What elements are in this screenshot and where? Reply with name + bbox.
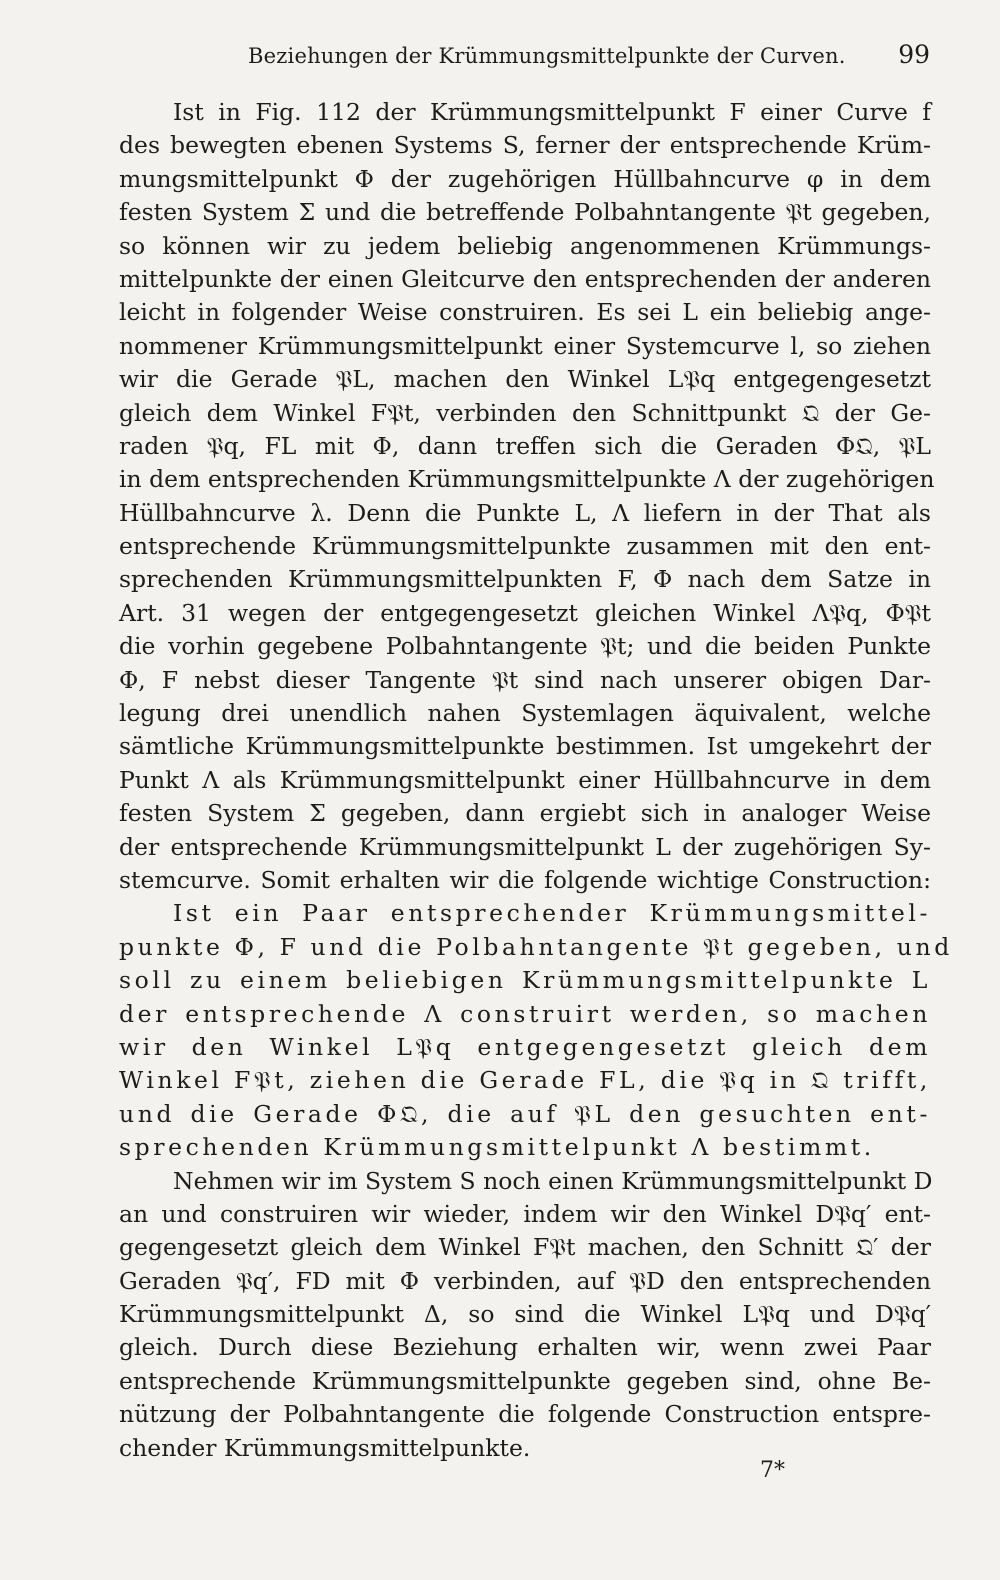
theorem-line: Ist ein Paar entsprechender Krümmungsmittel-	[173, 899, 931, 928]
text-line: chender Krümmungsmittelpunkte.	[119, 1433, 531, 1462]
text-line: gegengesetzt gleich dem Winkel F𝔓t machen, den Schnitt 𝔔′ der	[119, 1233, 931, 1262]
text-line: der entsprechende Krümmungsmittelpunkt L der zugehörigen Sy-	[119, 832, 931, 861]
theorem-line: wir den Winkel L𝔓q entgegengesetzt gleich dem	[119, 1032, 931, 1061]
text-line: des bewegten ebenen Systems S, ferner der entsprechende Krüm-	[119, 131, 931, 160]
theorem-line: punkte Φ, F und die Polbahntangente 𝔓t gegeben, und	[119, 932, 953, 961]
theorem-line: der entsprechende Λ construirt werden, so machen	[119, 999, 931, 1028]
text-line: Nehmen wir im System S noch einen Krümmungsmittelpunkt D	[173, 1166, 933, 1195]
text-line: Krümmungsmittelpunkt Δ, so sind die Winkel L𝔓q und D𝔓q′	[119, 1300, 931, 1329]
text-line: nützung der Polbahntangente die folgende Construction entspre-	[119, 1400, 931, 1429]
text-line: an und construiren wir wieder, indem wir den Winkel D𝔓q′ ent-	[119, 1199, 931, 1228]
theorem-line: und die Gerade Φ𝔔, die auf 𝔓L den gesuchten ent-	[119, 1099, 931, 1128]
text-line: entsprechende Krümmungsmittelpunkte zusammen mit den ent-	[119, 532, 931, 561]
text-line: Hüllbahncurve λ. Denn die Punkte L, Λ liefern in der That als	[119, 498, 931, 527]
text-line: sprechenden Krümmungsmittelpunkten F, Φ nach dem Satze in	[119, 565, 931, 594]
text-line: wir die Gerade 𝔓L, machen den Winkel L𝔓q entgegengesetzt	[119, 365, 931, 394]
text-line: nommener Krümmungsmittelpunkt einer Systemcurve l, so ziehen	[119, 331, 931, 360]
text-line: so können wir zu jedem beliebig angenommenen Krümmungs-	[119, 231, 931, 260]
text-line: stemcurve. Somit erhalten wir die folgende wichtige Construction:	[119, 865, 931, 894]
header-title: Beziehungen der Krümmungsmittelpunkte der Curven.	[248, 44, 846, 68]
running-header	[120, 40, 940, 80]
text-line: entsprechende Krümmungsmittelpunkte gegeben sind, ohne Be-	[119, 1366, 931, 1395]
theorem-line: soll zu einem beliebigen Krümmungsmittelpunkte L	[119, 966, 931, 995]
text-line: legung drei unendlich nahen Systemlagen äquivalent, welche	[119, 699, 931, 728]
text-line: Art. 31 wegen der entgegengesetzt gleichen Winkel Λ𝔓q, Φ𝔓t	[119, 598, 931, 627]
theorem-line: sprechenden Krümmungsmittelpunkt Λ bestimmt.	[119, 1133, 875, 1162]
text-line: gleich. Durch diese Beziehung erhalten wir, wenn zwei Paar	[119, 1333, 931, 1362]
text-line: mittelpunkte der einen Gleitcurve den entsprechenden der anderen	[119, 264, 931, 293]
text-line: Φ, F nebst dieser Tangente 𝔓t sind nach unserer obigen Dar-	[119, 665, 931, 694]
page-number: 99	[898, 40, 930, 69]
text-line: raden 𝔓q, FL mit Φ, dann treffen sich die Geraden Φ𝔔, 𝔓L	[119, 431, 931, 460]
text-line: leicht in folgender Weise construiren. Es sei L ein beliebig ange-	[119, 298, 931, 327]
text-line: sämtliche Krümmungsmittelpunkte bestimmen. Ist umgekehrt der	[119, 732, 931, 761]
text-line: Punkt Λ als Krümmungsmittelpunkt einer Hüllbahncurve in dem	[119, 765, 931, 794]
text-line: festen System Σ und die betreffende Polbahntangente 𝔓t gegeben,	[119, 198, 931, 227]
theorem-line: Winkel F𝔓t, ziehen die Gerade FL, die 𝔓q in 𝔔 trifft,	[119, 1066, 931, 1095]
text-line: in dem entsprechenden Krümmungsmittelpunkte Λ der zugehörigen	[119, 465, 935, 494]
text-line: die vorhin gegebene Polbahntangente 𝔓t; und die beiden Punkte	[119, 632, 931, 661]
body-text	[119, 96, 953, 1465]
text-line: festen System Σ gegeben, dann ergiebt sich in analoger Weise	[119, 799, 931, 828]
text-line: gleich dem Winkel F𝔓t, verbinden den Schnittpunkt 𝔔 der Ge-	[119, 398, 931, 427]
text-line: Ist in Fig. 112 der Krümmungsmittelpunkt F einer Curve f	[173, 98, 931, 126]
signature-mark: 7*	[760, 1458, 785, 1483]
text-line: mungsmittelpunkt Φ der zugehörigen Hüllbahncurve φ in dem	[119, 164, 931, 193]
text-line: Geraden 𝔓q′, FD mit Φ verbinden, auf 𝔓D den entsprechenden	[119, 1266, 931, 1295]
